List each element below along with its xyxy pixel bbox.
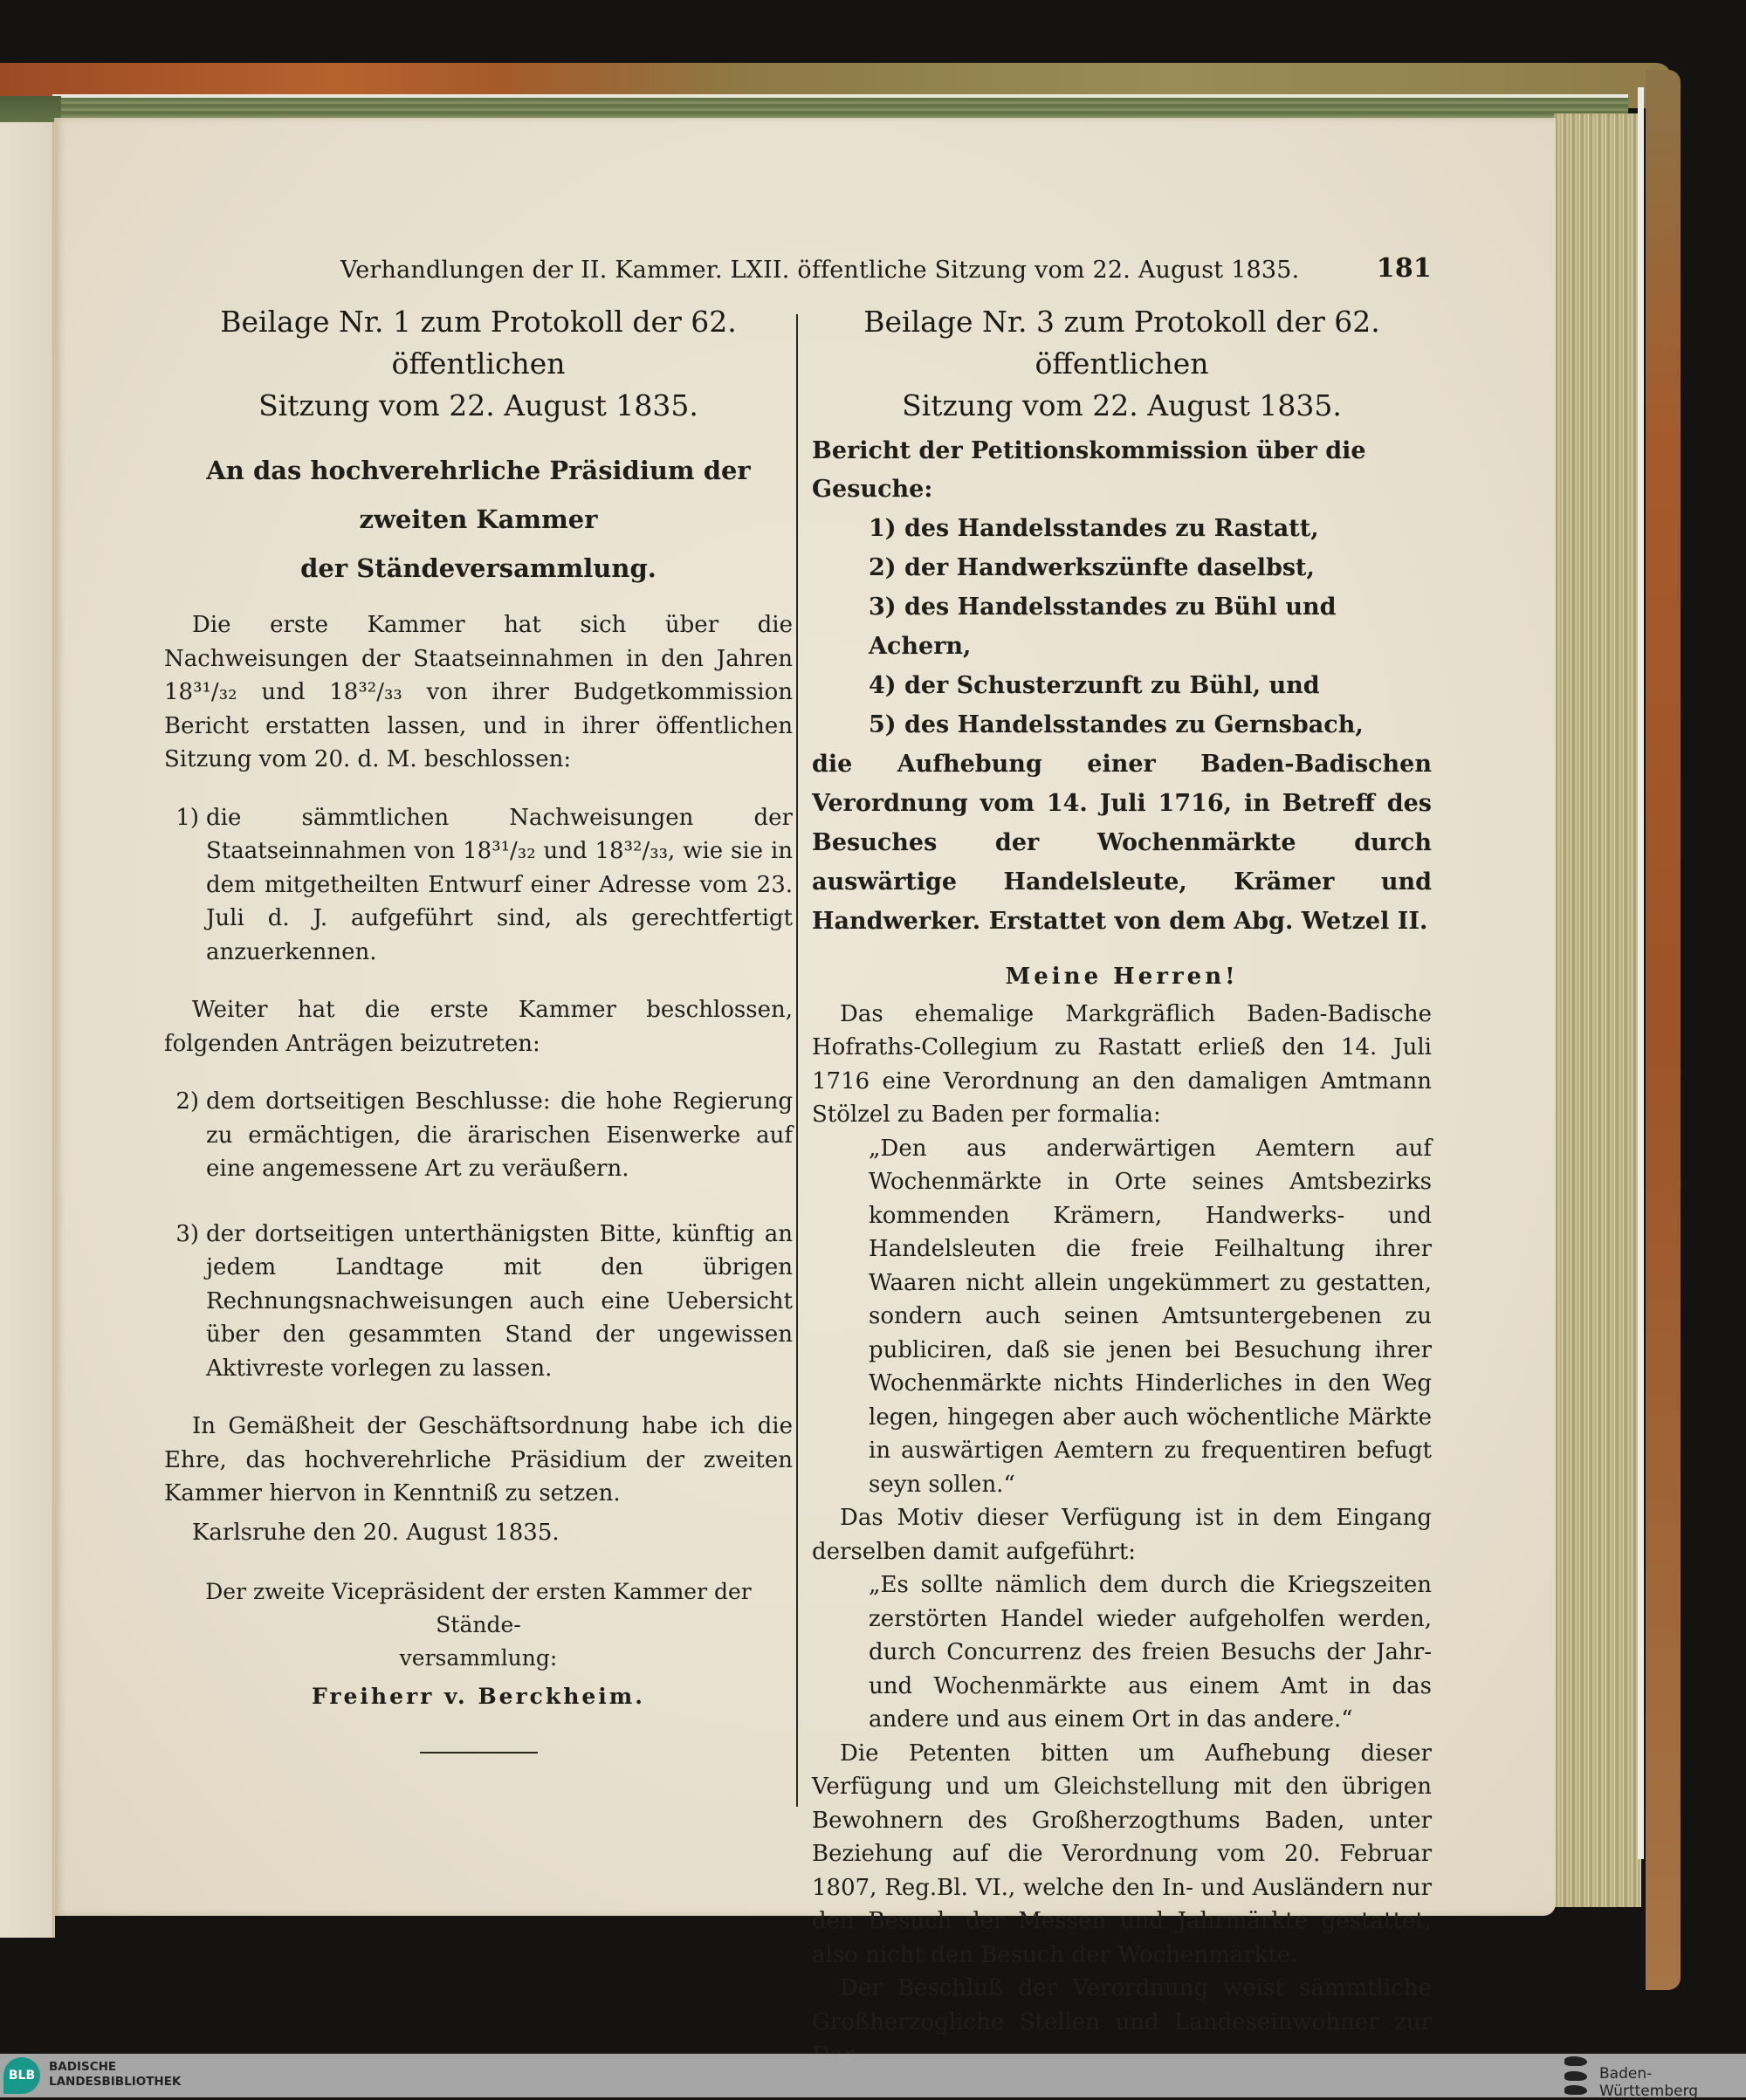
address-heading: [164, 446, 793, 593]
item-text: dem dortseitigen Beschlusse: die hohe Regierung zu ermächtigen, die ärarischen Eisenwerke auf eine angemessene Art zu veräußern.: [206, 1088, 793, 1182]
resolution-item: [164, 801, 793, 970]
address-line2: der Ständeversammlung.: [300, 553, 656, 583]
paragraph-ordinance: Das ehemalige Markgräflich Baden-Badische Hofraths-Collegium zu Rastatt erließ den 14. Juli 1716 eine Verordnung an den damaligen Amtmann Stölzel zu Baden per formalia:: [812, 1000, 1432, 1128]
footer-bar: [0, 2054, 1746, 2100]
intro-paragraph: Die erste Kammer hat sich über die Nachweisungen der Staatseinnahmen in den Jahren 18³¹/₃₂ und 18³²/₃₃ von ihrer Budgetkommission Bericht erstatten lassen, und in ihrer öffentlichen Sitzung vom 20. d. M. beschlossen:: [164, 612, 793, 772]
quote-motive: „Es sollte nämlich dem durch die Kriegszeiten zerstörten Handel wieder aufgeholfen werden, durch Concurrenz des freien Besuchs der Jahr- und Wochenmärkte aus einem Amt in das andere und aus einem Ort in das andere.“: [869, 1572, 1432, 1733]
state-name[interactable]: Baden-Württemberg: [1599, 2065, 1699, 2100]
book-cover-right: [1646, 70, 1681, 1990]
signature-block: [164, 1575, 793, 1713]
petitioner-item: 5) des Handelsstandes zu Gernsbach,: [869, 711, 1364, 738]
salutation: Meine Herren!: [1005, 964, 1239, 990]
resolution-item: [164, 1085, 793, 1186]
petitioner-item: 3) des Handelsstandes zu Bühl und Achern,: [869, 594, 1337, 660]
left-title-line2: Sitzung vom 22. August 1835.: [258, 388, 698, 422]
resolution-item: [164, 1218, 793, 1386]
paragraph-decision: Der Beschluß der Verordnung weist sämmtliche Großherzogliche Stellen und Landeseinwohner zur: [812, 1975, 1432, 2035]
blb-logo-icon[interactable]: BLB: [3, 2057, 40, 2094]
page-gutter: [52, 122, 55, 1938]
right-title-line1: Beilage Nr. 3 zum Protokoll der 62. öffentlichen: [863, 305, 1380, 381]
report-summary: die Aufhebung einer Baden-Badischen Verordnung vom 14. Juli 1716, in Betreff des Besuches der Wochenmärkte durch auswärtige Handelsleute, Krämer und Handwerker. Erstattet von dem Abg. Wetzel II.: [812, 751, 1432, 935]
address-line1: An das hochverehrliche Präsidium der zweiten Kammer: [206, 456, 751, 534]
page-stack-right: [1554, 113, 1641, 1907]
library-name[interactable]: [49, 2060, 181, 2090]
right-title-line2: Sitzung vom 22. August 1835.: [902, 388, 1342, 422]
item-text: der dortseitigen unterthänigsten Bitte, künftig an jedem Landtage mit den übrigen Rechnungsnachweisungen auch eine Uebersicht über den gesammten Stand der ungewissen Aktivreste vorlegen zu lassen.: [206, 1220, 793, 1382]
petitioner-list: [812, 509, 1432, 745]
quote-ordinance: „Den aus anderwärtigen Aemtern auf Wochenmärkte in Orte seines Amtsbezirks kommenden Krämern, Handwerks- und Handelsleuten die freie Feilhaltung ihrer Waaren nicht allein ungekümmert zu gestatten, sondern auch seinen Amtsuntergebenen zu publiciren, daß sie jenen bei Besuchung ihrer Wochenmärkte nichts Hinderliches in den Weg legen, hingegen aber auch wöchentliche Märkte in auswärtigen Aemtern zu frequentiren befugt seyn sollen.“: [869, 1135, 1432, 1498]
petitioner-item: 2) der Handwerkszünfte daselbst,: [869, 554, 1315, 581]
paragraph-motive: Das Motiv dieser Verfügung ist in dem Eingang derselben damit aufgeführt:: [812, 1505, 1432, 1565]
section-rule: [420, 1752, 538, 1753]
baden-wuerttemberg-lions-icon: [1563, 2056, 1589, 2095]
item-text: die sämmtlichen Nachweisungen der Staatseinnahmen von 18³¹/₃₂ und 18³²/₃₃, wie sie in dem mitgetheilten Entwurf einer Adresse vom 23. Juli d. J. aufgeführt sind, als gerechtfertigt anzuerkennen.: [206, 804, 793, 965]
right-column: [812, 301, 1432, 2073]
page-number: 181: [1376, 253, 1432, 284]
item-number: 1): [175, 804, 199, 831]
signature-line1: Der zweite Vicepräsident der ersten Kammer der Stände-: [205, 1579, 752, 1637]
page-edge: [1638, 87, 1644, 1859]
petitioner-item: 1) des Handelsstandes zu Rastatt,: [869, 515, 1319, 542]
running-head-title: Verhandlungen der II. Kammer. LXII. öffentliche Sitzung vom 22. August 1835.: [340, 257, 1300, 284]
signature-line2: versammlung:: [399, 1645, 558, 1671]
place-date: Karlsruhe den 20. August 1835.: [192, 1519, 560, 1546]
further-paragraph: Weiter hat die erste Kammer beschlossen, folgenden Anträgen beizutreten:: [164, 997, 793, 1057]
library-name-line1: BADISCHE: [49, 2060, 117, 2074]
paragraph-petition: Die Petenten bitten um Aufhebung dieser Verfügung und um Gleichstellung mit den übrigen Bewohnern des Großherzogthums Baden, unter Beziehung auf die Verordnung vom 20. Februar 1807, Reg.Bl. VI., welche den In- und Ausländern nur den Besuch der Messen und Jahrmärkte gestattet, also nicht den Besuch der Wochenmärkte.: [812, 1740, 1432, 1968]
left-title-line1: Beilage Nr. 1 zum Protokoll der 62. öffentlichen: [220, 305, 737, 381]
signer-name: Freiherr v. Berckheim.: [312, 1684, 645, 1709]
item-number: 2): [175, 1088, 199, 1115]
petitioner-item: 4) der Schusterzunft zu Bühl, und: [869, 672, 1320, 699]
column-divider: [796, 314, 798, 1807]
left-column: [164, 301, 793, 1753]
closing-paragraph: In Gemäßheit der Geschäftsordnung habe ich die Ehre, das hochverehrliche Präsidium der zweiten Kammer hiervon in Kenntniß zu setzen.: [164, 1413, 793, 1506]
item-number: 3): [175, 1220, 199, 1247]
library-name-line2: LANDESBIBLIOTHEK: [49, 2075, 182, 2089]
report-heading: Bericht der Petitionskommission über die Gesuche:: [812, 437, 1366, 503]
running-head: [340, 253, 1432, 292]
facing-page-edge: [0, 122, 54, 1938]
